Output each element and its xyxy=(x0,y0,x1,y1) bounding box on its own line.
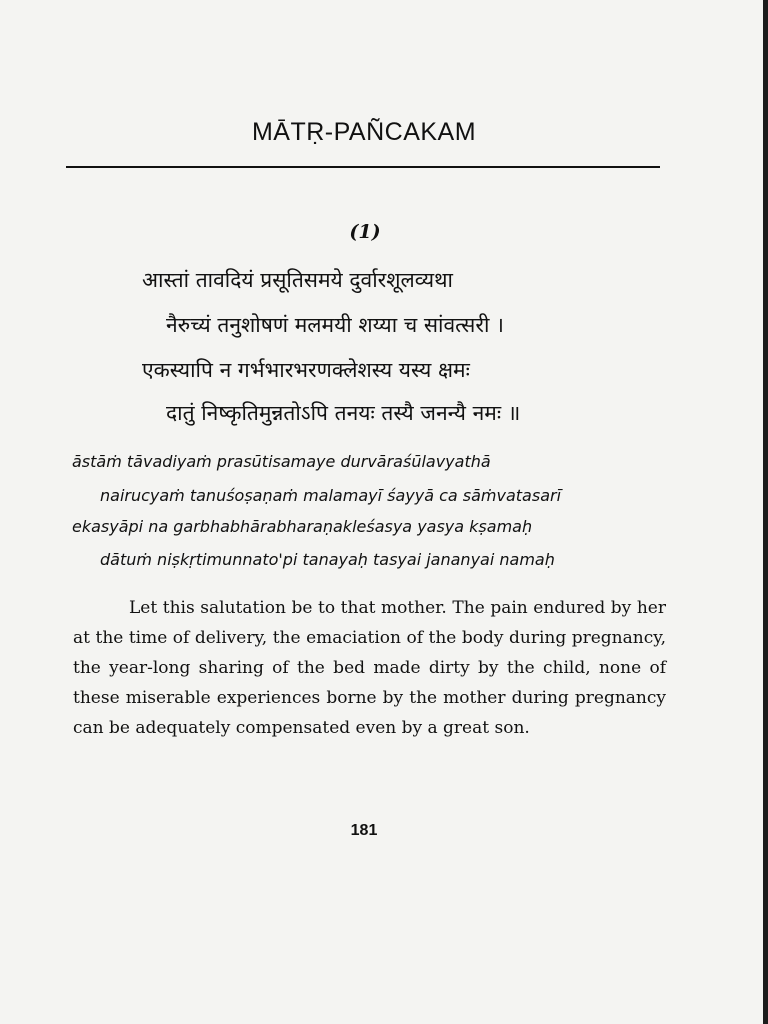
transliteration-line-1: āstāṁ tāvadiyaṁ prasūtisamaye durvāraśūlavyathā xyxy=(72,452,491,471)
page-number: 181 xyxy=(350,822,378,839)
sanskrit-line-4: दातुं निष्कृतिमुन्नतोऽपि तनयः तस्यै जनन्यै नमः ॥ xyxy=(166,401,521,425)
sanskrit-line-2: नैरुच्यं तनुशोषणं मलमयी शय्या च सांवत्सरी । xyxy=(166,313,505,337)
transliteration-line-3: ekasyāpi na garbhabhārabharaṇakleśasya yasya kṣamaḥ xyxy=(72,517,533,536)
sanskrit-line-3: एकस्यापि न गर्भभारभरणक्लेशस्य यस्य क्षमः xyxy=(142,358,470,382)
sanskrit-line-1: आस्तां तावदियं प्रसूतिसमये दुर्वारशूलव्यथा xyxy=(142,268,454,292)
title-rule xyxy=(66,166,660,168)
page-title: MĀTṚ-PAÑCAKAM xyxy=(251,118,477,146)
page-edge xyxy=(763,0,768,1024)
translation-block xyxy=(73,593,666,743)
transliteration-line-4: dātuṁ niṣkṛtimunnato'pi tanayaḥ tasyai jananyai namaḥ xyxy=(100,550,555,569)
transliteration-line-2: nairucyaṁ tanuśoṣaṇaṁ malamayī śayyā ca sāṁvatasarī xyxy=(100,486,562,505)
verse-number: (1) xyxy=(349,221,381,243)
translation-paragraph: Let this salutation be to that mother. The pain endured by her at the time of delivery, the emaciation of the body during pregnancy, the year-long sharing of the bed made dirty by the child, none of these miserable experiences borne by the mother during pregnancy can be adequately compensated even by a great son. xyxy=(73,598,666,738)
